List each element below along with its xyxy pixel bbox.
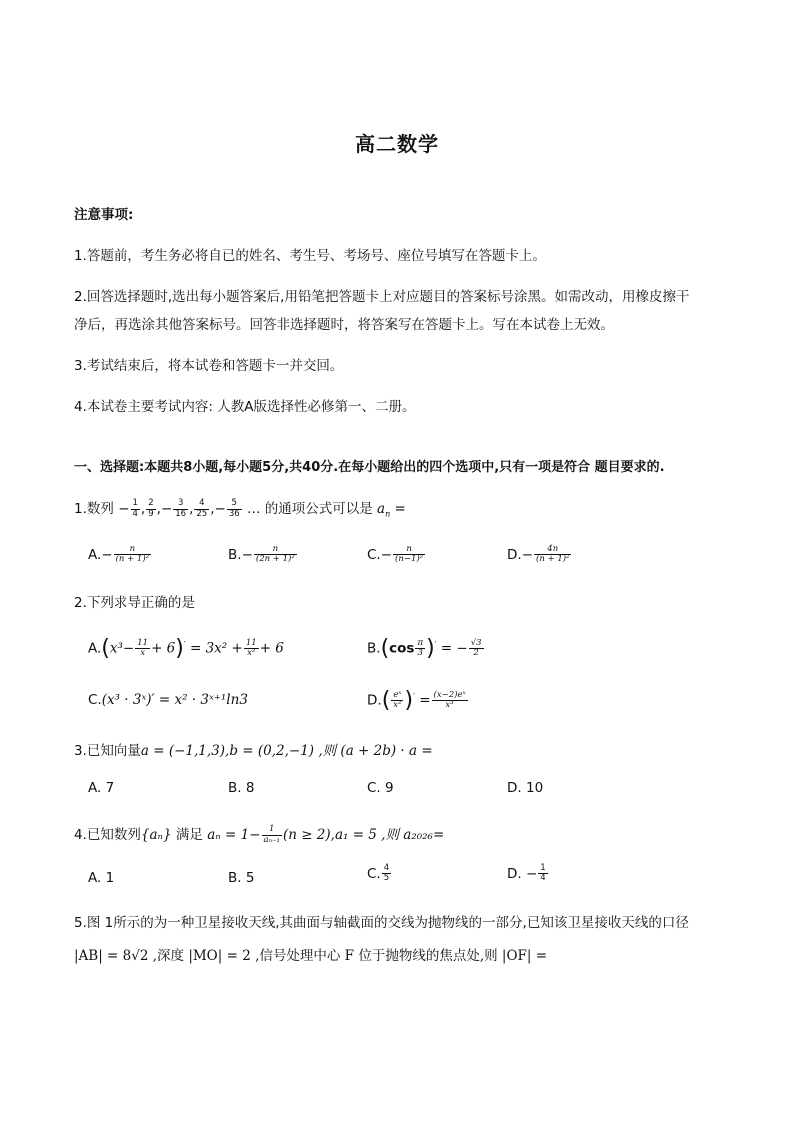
question-1: [74, 497, 406, 519]
q1-sequence-terms: [118, 498, 242, 519]
q1-term-numerator: 2: [148, 498, 154, 509]
q2-option-d: D.( $\frac{\text{eˣ}}{\text{x²}}$ )′ = $\frac{\text{(x−2)eˣ}}{\text{x³}}$: [367, 688, 466, 713]
q1-term-fraction: [131, 499, 140, 519]
q1-term-fraction: [146, 499, 155, 519]
q1-option-c: C.− $\frac{n}{\text{(n−1)²}}$: [367, 544, 424, 565]
q1-term: [160, 498, 194, 519]
q1-term-denominator: 4: [132, 508, 138, 519]
q2-option-c: C.(x³ · 3ˣ)′ = x² · 3ˣ⁺¹ln3: [88, 692, 248, 708]
q1-term-fraction: [173, 499, 188, 519]
question-4: 4.已知数列{aₙ} 满足 aₙ = 1− $\frac{1}{\text{aₙ₋₁}}$ (n ≥ 2),a₁ = 5 ,则 a₂₀₂₆=: [74, 824, 445, 845]
q2-option-a: A.(x³− $\frac{11}{x}$ + 6)′ = 3x² + $\frac{11}{\text{x²}}$ + 6: [88, 636, 284, 661]
q3-option-d: D. 10: [507, 780, 544, 796]
q1-term-fraction: [194, 499, 209, 519]
q1-term: [214, 498, 243, 519]
q1-suffix: … 的通项公式可以是: [246, 501, 373, 517]
section-heading: 一、选择题:本题共8小题,每小题5分,共40分.在每小题给出的四个选项中,只有一项是符合 题目要求的.: [74, 460, 665, 475]
q1-term-separator: ,: [210, 501, 215, 517]
q4-option-c: C. $\frac{4}{5}$: [367, 863, 390, 884]
notice-item-2: 2.回答选择题时,选出每小题答案后,用铅笔把答题卡上对应题目的答案标号涂黑。如需改动，用橡皮擦干: [74, 289, 690, 305]
q3-option-a: A. 7: [88, 780, 115, 796]
notice-heading: 注意事项:: [74, 207, 134, 223]
q1-option-b: B.− $\frac{n}{\text{(2n + 1)²}}$: [228, 544, 295, 565]
question-5-line-2: |AB| = 8√2 ,深度 |MO| = 2 ,信号处理中心 F 位于抛物线的焦点处,则 |OF| =: [74, 948, 548, 964]
q1-term-numerator: 5: [227, 499, 242, 509]
q1-term-sign: −: [160, 501, 173, 517]
question-2: 2.下列求导正确的是: [74, 595, 195, 611]
notice-item-2-cont: 净后，再选涂其他答案标号。回答非选择题时，将答案写在答题卡上。写在本试卷上无效。: [74, 317, 614, 333]
notice-item-1: 1.答题前，考生务必将自已的姓名、考生号、考场号、座位号填写在答题卡上。: [74, 248, 546, 264]
q1-term: [145, 498, 161, 519]
page-title: 高二数学: [355, 132, 439, 156]
q1-option-d: D.− $\frac{4n}{\text{(n + 1)²}}$: [507, 544, 570, 565]
q1-term-denominator: 9: [148, 508, 154, 519]
q2-option-b: B.(cos $\frac{\pi}{3}$ )′ = − $\frac{√3}{2}$: [367, 636, 482, 661]
q4-option-d: D. − $\frac{1}{4}$: [507, 863, 546, 884]
question-3: 3.已知向量a = (−1,1,3),b = (0,2,−1) ,则 (a + 2b) · a =: [74, 743, 433, 759]
q1-term-separator: ,: [156, 501, 161, 517]
q1-term-denominator: 36: [228, 508, 240, 519]
q1-term-sign: −: [118, 501, 130, 517]
q1-term-numerator: 1: [132, 498, 138, 509]
q3-option-c: C. 9: [367, 780, 394, 796]
q1-equals: =: [394, 501, 406, 517]
q3-option-b: B. 8: [228, 780, 255, 796]
q1-term: [118, 498, 146, 519]
q1-term: [193, 498, 215, 519]
q1-term-fraction: [227, 499, 242, 519]
q1-term-separator: ,: [189, 501, 194, 517]
q4-option-a: A. 1: [88, 870, 115, 886]
q1-prefix: 1.数列: [74, 501, 114, 517]
notice-item-4: 4.本试卷主要考试内容: 人教A版选择性必修第一、二册。: [74, 399, 416, 415]
q1-option-a: A.− $\frac{n}{\text{(n + 1)²}}$: [88, 544, 150, 565]
question-5-line-1: 5.图 1所示的为一种卫星接收天线,其曲面与轴截面的交线为抛物线的一部分,已知该卫星接收天线的口径: [74, 915, 689, 931]
q1-term-numerator: 4: [194, 499, 209, 509]
q1-term-numerator: 3: [173, 499, 188, 509]
q4-option-b: B. 5: [228, 870, 255, 886]
q1-term-denominator: 25: [196, 508, 208, 519]
q1-term-separator: ,: [140, 501, 146, 517]
notice-item-3: 3.考试结束后，将本试卷和答题卡一并交回。: [74, 358, 344, 374]
q1-term-sign: −: [214, 501, 226, 517]
q1-term-denominator: 16: [175, 508, 187, 519]
q1-an: $a_n$: [377, 501, 391, 519]
